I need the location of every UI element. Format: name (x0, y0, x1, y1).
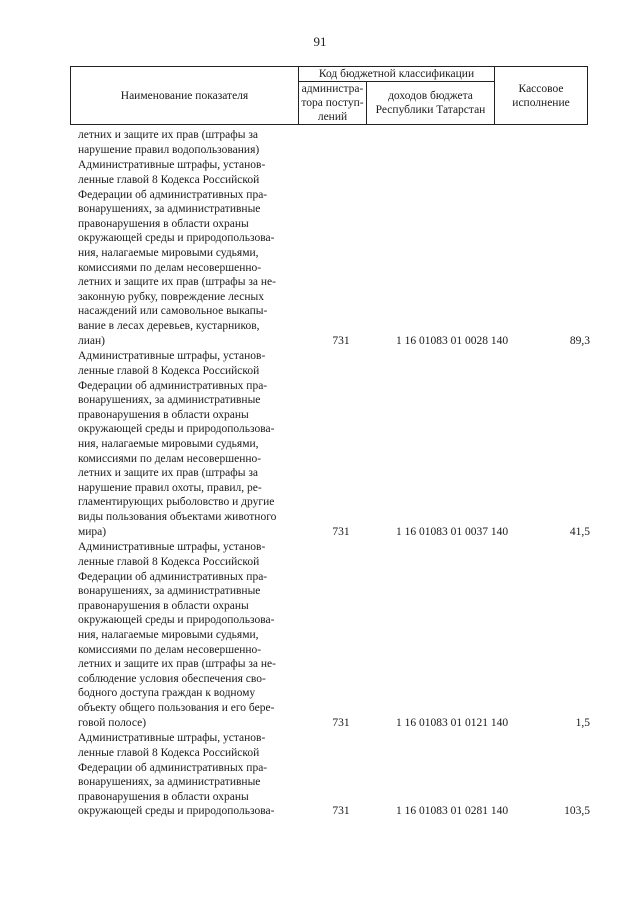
header-name-column: Наименование показателя (71, 67, 299, 125)
description-line: Федерации об административных пра- (78, 570, 268, 583)
description-line: правонарушения в области охраны (78, 408, 249, 421)
description-line: соблюдение условия обеспечения сво- (78, 672, 266, 685)
table-header (70, 66, 588, 125)
header-admin-column: администра- тора поступ- лений (299, 82, 367, 125)
description-line: Административные штрафы, установ- (78, 350, 266, 363)
description-line: вонарушениях, за административные (78, 203, 261, 216)
description-line: летних и защите их прав (штрафы за не- (78, 658, 276, 671)
description-line: правонарушения в области охраны (78, 599, 249, 612)
row-admin-code: 731 (332, 525, 350, 538)
description-line: ленные главой 8 Кодекса Российской (78, 746, 260, 759)
description-line: ния, налагаемые мировыми судьями, (78, 246, 259, 259)
row-revenue-code: 1 16 01083 01 0121 140 (395, 716, 509, 729)
description-line: комиссиями по делам несовершенно- (78, 643, 262, 656)
description-line: ния, налагаемые мировыми судьями, (78, 437, 259, 450)
row-admin-code: 731 (332, 334, 350, 347)
description-line: летних и защите их прав (штрафы за (78, 467, 258, 480)
row-description (78, 158, 296, 348)
header-code-group: Код бюджетной классификации (299, 67, 495, 82)
description-line: летних и защите их прав (штрафы за не- (78, 276, 276, 289)
description-line: лиан) (78, 334, 105, 347)
description-line: вонарушениях, за административные (78, 394, 261, 407)
page-number: 91 (313, 34, 327, 49)
description-line: мира) (78, 525, 107, 538)
row-admin-code: 731 (332, 805, 350, 818)
description-line: насаждений или самовольное выкапы- (78, 305, 268, 318)
description-line: виды пользования объектами животного (78, 510, 277, 523)
description-line: Федерации об административных пра- (78, 761, 268, 774)
description-line: ленные главой 8 Кодекса Российской (78, 173, 260, 186)
description-line: вонарушениях, за административные (78, 776, 261, 789)
description-line: гламентирующих рыболовство и другие (78, 496, 275, 509)
header-execution-column: Кассовое исполнение (495, 67, 588, 125)
description-line: Федерации об административных пра- (78, 188, 268, 201)
description-line: летних и защите их прав (штрафы за (78, 129, 258, 141)
description-line: Административные штрафы, установ- (78, 732, 266, 745)
row-amount: 41,5 (569, 525, 590, 538)
description-line: ния, налагаемые мировыми судьями, (78, 628, 259, 641)
description-line: вонарушениях, за административные (78, 585, 261, 598)
description-line: Административные штрафы, установ- (78, 159, 266, 172)
row-amount: 103,5 (564, 805, 590, 818)
row-revenue-code: 1 16 01083 01 0281 140 (395, 805, 509, 818)
row-admin-code: 731 (332, 716, 350, 729)
row-revenue-code: 1 16 01083 01 0028 140 (395, 334, 509, 347)
description-line: правонарушения в области охраны (78, 217, 249, 230)
description-line: окружающей среды и природопользова- (78, 805, 275, 818)
description-line: окружающей среды и природопользова- (78, 232, 275, 245)
description-line: окружающей среды и природопользова- (78, 614, 275, 627)
description-line: говой полосе) (78, 716, 147, 729)
row-description (78, 128, 296, 157)
description-line: окружающей среды и природопользова- (78, 423, 275, 436)
description-line: правонарушения в области охраны (78, 790, 249, 803)
description-line: комиссиями по делам несовершенно- (78, 261, 262, 274)
row-revenue-code: 1 16 01083 01 0037 140 (395, 525, 509, 538)
row-description (78, 540, 296, 730)
row-amount: 89,3 (569, 334, 590, 347)
description-line: объекту общего пользования и его бере- (78, 701, 275, 714)
header-revenue-column: доходов бюджета Республики Татарстан (367, 82, 495, 125)
description-line: бодного доступа граждан к водному (78, 687, 256, 700)
description-line: комиссиями по делам несовершенно- (78, 452, 262, 465)
description-line: ленные главой 8 Кодекса Российской (78, 555, 260, 568)
description-line: вание в лесах деревьев, кустарников, (78, 319, 260, 332)
description-line: нарушение правил охоты, правил, ре- (78, 481, 262, 494)
description-line: законную рубку, повреждение лесных (78, 290, 264, 303)
description-line: Административные штрафы, установ- (78, 541, 266, 554)
description-line: Федерации об административных пра- (78, 379, 268, 392)
description-line: нарушение правил водопользования) (78, 143, 260, 156)
row-description (78, 349, 296, 539)
row-description (78, 731, 296, 819)
description-line: ленные главой 8 Кодекса Российской (78, 364, 260, 377)
row-amount: 1,5 (575, 716, 590, 729)
